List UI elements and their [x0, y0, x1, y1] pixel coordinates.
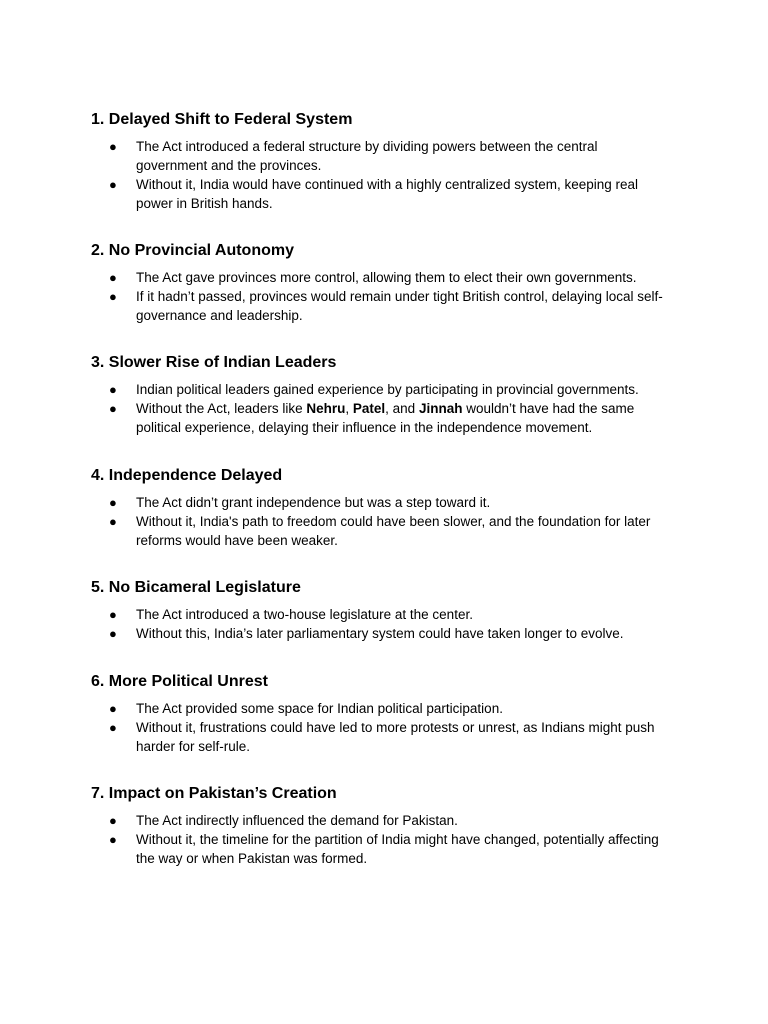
section-heading: 2. No Provincial Autonomy: [91, 242, 294, 259]
list-item: [91, 399, 671, 437]
list-item: [91, 175, 671, 213]
bullet-list: [91, 137, 671, 213]
bullet-text: If it hadn’t passed, provinces would remain under tight British control, delaying local self-governance and leadership.: [136, 289, 663, 323]
bullet-icon: ●: [109, 626, 117, 641]
bullet-text: The Act provided some space for Indian political participation.: [136, 701, 503, 716]
bullet-text: Without it, India would have continued with a highly centralized system, keeping real power in British hands.: [136, 177, 639, 211]
bullet-text: Indian political leaders gained experience by participating in provincial governments.: [136, 382, 639, 397]
bullet-icon: ●: [109, 607, 117, 622]
bullet-list: [91, 268, 671, 325]
list-item: [91, 811, 671, 830]
list-item: [91, 268, 671, 287]
bullet-text-post: wouldn’t have had the same political experience, delaying their influence in the independence movement.: [136, 401, 635, 435]
bullet-text: The Act didn’t grant independence but was a step toward it.: [136, 495, 491, 510]
section-heading: 3. Slower Rise of Indian Leaders: [91, 354, 337, 371]
list-item: [91, 137, 671, 175]
bullet-icon: ●: [109, 701, 117, 716]
bullet-text: Without it, the timeline for the partition of India might have changed, potentially affecting the way or when Pakistan was formed.: [136, 832, 659, 866]
bullet-icon: ●: [109, 289, 117, 304]
bullet-icon: ●: [109, 832, 117, 847]
section-heading: 6. More Political Unrest: [91, 673, 268, 690]
bullet-text: The Act introduced a two-house legislature at the center.: [136, 607, 473, 622]
section-heading: 5. No Bicameral Legislature: [91, 579, 301, 596]
list-item: [91, 493, 671, 512]
bullet-text: The Act gave provinces more control, allowing them to elect their own governments.: [136, 270, 637, 285]
bullet-text: Without it, India's path to freedom could have been slower, and the foundation for later reforms would have been weaker.: [136, 514, 651, 548]
list-item: [91, 512, 671, 550]
bullet-text: The Act indirectly influenced the demand for Pakistan.: [136, 813, 458, 828]
section-heading: 4. Independence Delayed: [91, 467, 283, 484]
section-1: [91, 110, 691, 211]
bullet-list: [91, 493, 671, 550]
list-item: [91, 287, 671, 325]
bullet-list: [91, 380, 671, 437]
leader-name-patel: Patel: [352, 401, 386, 416]
bullet-icon: ●: [109, 382, 117, 397]
list-item: [91, 380, 671, 399]
section-7: [91, 784, 691, 866]
list-item: [91, 718, 671, 756]
bullet-text-sep: , and: [385, 401, 419, 416]
section-3: [91, 353, 691, 435]
section-heading: 1. Delayed Shift to Federal System: [91, 111, 353, 128]
list-item: [91, 830, 671, 868]
section-5: [91, 578, 691, 641]
section-2: [91, 241, 691, 323]
bullet-text: Without this, India’s later parliamentary system could have taken longer to evolve.: [136, 626, 624, 641]
section-heading: 7. Impact on Pakistan’s Creation: [91, 785, 337, 802]
bullet-text: The Act introduced a federal structure by dividing powers between the central government and the provinces.: [136, 139, 598, 173]
bullet-icon: ●: [109, 139, 117, 154]
bullet-text: Without it, frustrations could have led to more protests or unrest, as Indians might push harder for self-rule.: [136, 720, 655, 754]
list-item: [91, 605, 671, 624]
bullet-list: [91, 811, 671, 868]
bullet-icon: ●: [109, 177, 117, 192]
bullet-icon: ●: [109, 514, 117, 529]
bullet-icon: ●: [109, 495, 117, 510]
leader-name-nehru: Nehru: [306, 401, 346, 416]
bullet-list: [91, 605, 671, 643]
bullet-text-sep: ,: [345, 401, 353, 416]
bullet-list: [91, 699, 671, 756]
bullet-icon: ●: [109, 720, 117, 735]
bullet-text-pre: Without the Act, leaders like: [136, 401, 307, 416]
bullet-icon: ●: [109, 401, 117, 416]
section-4: [91, 466, 691, 548]
leader-name-jinnah: Jinnah: [418, 401, 463, 416]
list-item: [91, 699, 671, 718]
bullet-icon: ●: [109, 270, 117, 285]
list-item: [91, 624, 671, 643]
section-6: [91, 672, 691, 754]
bullet-icon: ●: [109, 813, 117, 828]
